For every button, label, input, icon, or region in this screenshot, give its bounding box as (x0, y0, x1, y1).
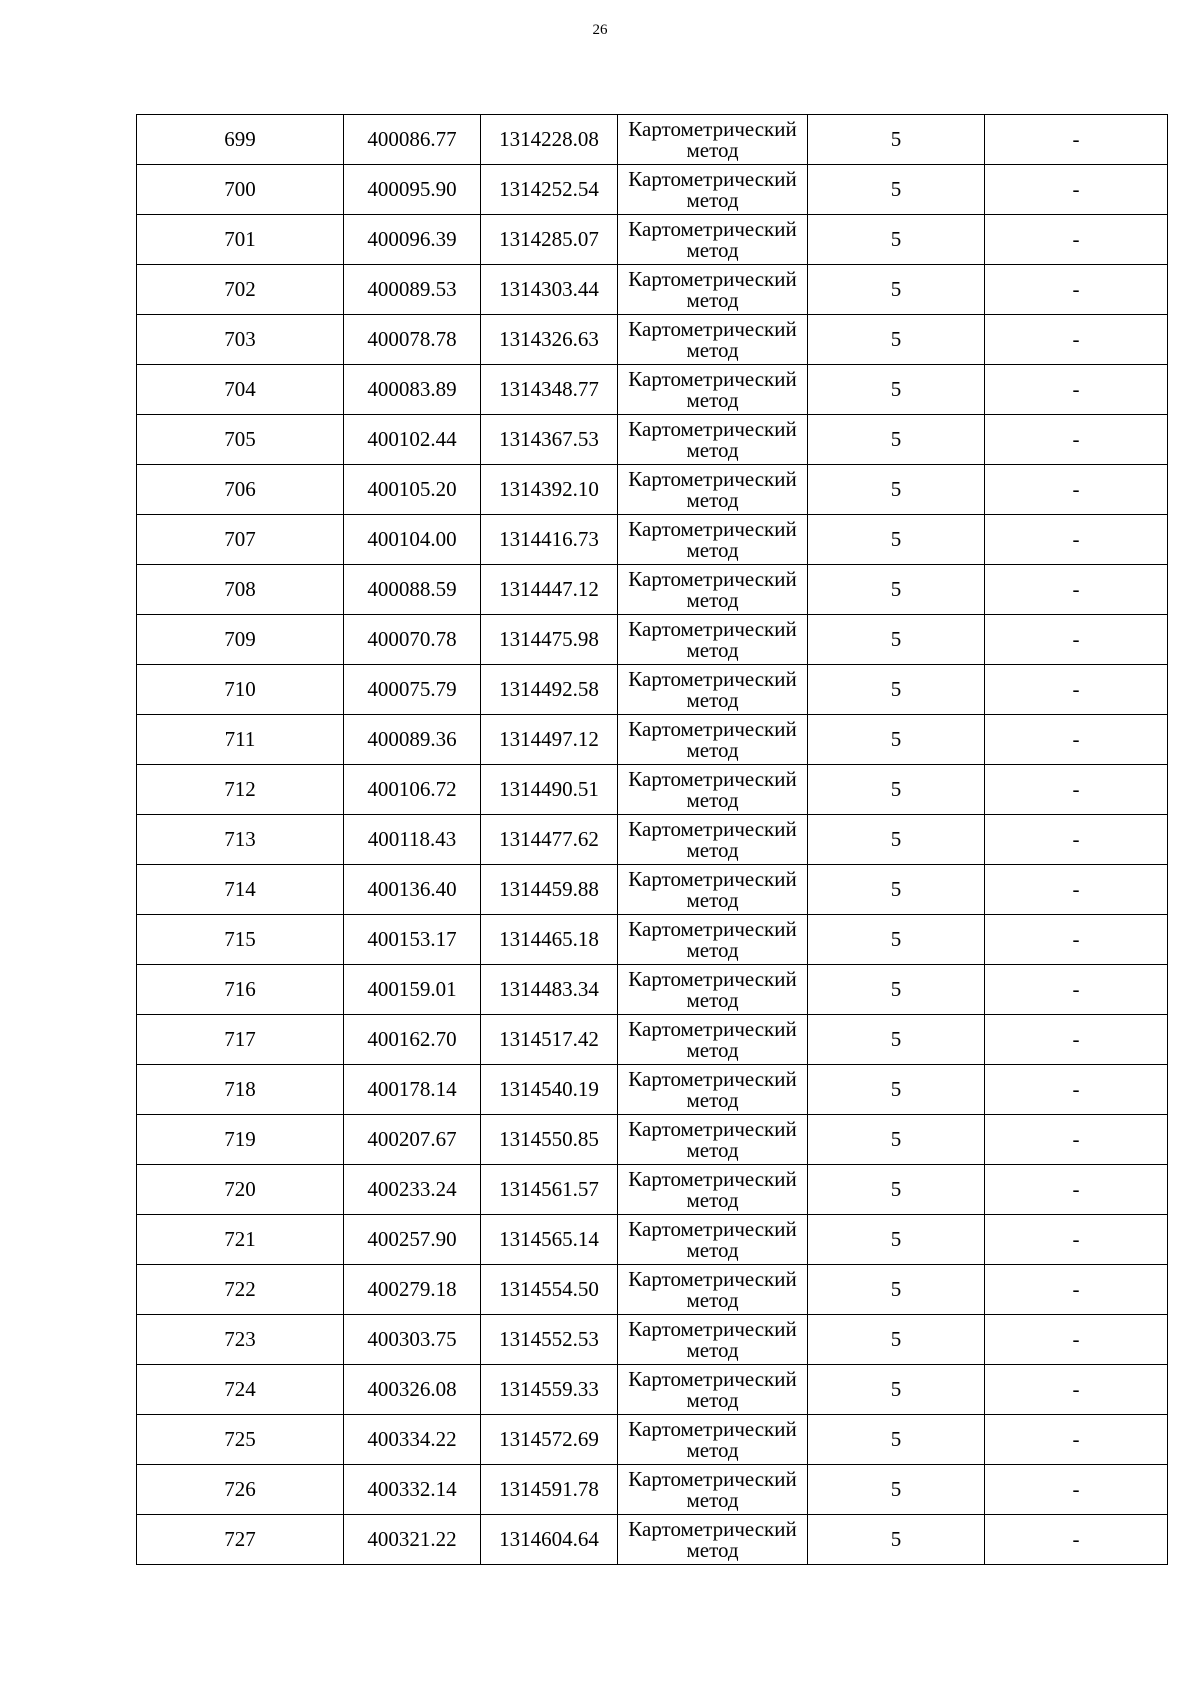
point-number-cell: 711 (137, 715, 344, 765)
note-cell: - (985, 1265, 1168, 1315)
y-coordinate-cell: 1314303.44 (481, 265, 618, 315)
point-number-cell: 710 (137, 665, 344, 715)
x-coordinate-cell: 400075.79 (344, 665, 481, 715)
method-cell (618, 265, 808, 315)
x-coordinate-cell: 400102.44 (344, 415, 481, 465)
method-cell (618, 665, 808, 715)
point-number-cell: 721 (137, 1215, 344, 1265)
point-number-cell: 714 (137, 865, 344, 915)
page-number: 26 (592, 22, 608, 38)
method-cell (618, 715, 808, 765)
method-cell (618, 1015, 808, 1065)
method-cell (618, 815, 808, 865)
note-cell: - (985, 1115, 1168, 1165)
table-row (137, 1215, 1168, 1265)
accuracy-cell: 5 (808, 665, 985, 715)
table-row (137, 1465, 1168, 1515)
note-cell: - (985, 1315, 1168, 1365)
point-number-cell: 727 (137, 1515, 344, 1565)
method-line-2: метод (686, 587, 739, 612)
method-line-2: метод (686, 287, 739, 312)
accuracy-cell: 5 (808, 1015, 985, 1065)
table-row (137, 115, 1168, 165)
note-cell: - (985, 415, 1168, 465)
y-coordinate-cell: 1314392.10 (481, 465, 618, 515)
table-row (137, 715, 1168, 765)
method-cell (618, 515, 808, 565)
method-line-2: метод (686, 1187, 739, 1212)
method-cell (618, 1365, 808, 1415)
accuracy-cell: 5 (808, 715, 985, 765)
x-coordinate-cell: 400162.70 (344, 1015, 481, 1065)
table-row (137, 1265, 1168, 1315)
method-line-1: Картометрический (628, 1266, 797, 1291)
method-cell (618, 865, 808, 915)
x-coordinate-cell: 400070.78 (344, 615, 481, 665)
note-cell: - (985, 115, 1168, 165)
point-number-cell: 713 (137, 815, 344, 865)
x-coordinate-cell: 400106.72 (344, 765, 481, 815)
accuracy-cell: 5 (808, 965, 985, 1015)
table-row (137, 265, 1168, 315)
y-coordinate-cell: 1314559.33 (481, 1365, 618, 1415)
accuracy-cell: 5 (808, 1315, 985, 1365)
method-line-1: Картометрический (628, 866, 797, 891)
y-coordinate-cell: 1314540.19 (481, 1065, 618, 1115)
table-row (137, 665, 1168, 715)
point-number-cell: 720 (137, 1165, 344, 1215)
x-coordinate-cell: 400332.14 (344, 1465, 481, 1515)
y-coordinate-cell: 1314492.58 (481, 665, 618, 715)
point-number-cell: 715 (137, 915, 344, 965)
x-coordinate-cell: 400078.78 (344, 315, 481, 365)
accuracy-cell: 5 (808, 865, 985, 915)
accuracy-cell: 5 (808, 615, 985, 665)
x-coordinate-cell: 400321.22 (344, 1515, 481, 1565)
note-cell: - (985, 1365, 1168, 1415)
accuracy-cell: 5 (808, 1065, 985, 1115)
table-row (137, 615, 1168, 665)
table-row (137, 915, 1168, 965)
method-line-1: Картометрический (628, 1416, 797, 1441)
x-coordinate-cell: 400089.36 (344, 715, 481, 765)
y-coordinate-cell: 1314285.07 (481, 215, 618, 265)
table-row (137, 1315, 1168, 1365)
method-line-1: Картометрический (628, 666, 797, 691)
point-number-cell: 704 (137, 365, 344, 415)
point-number-cell: 699 (137, 115, 344, 165)
point-number-cell: 722 (137, 1265, 344, 1315)
accuracy-cell: 5 (808, 1515, 985, 1565)
y-coordinate-cell: 1314326.63 (481, 315, 618, 365)
method-line-1: Картометрический (628, 466, 797, 491)
method-line-2: метод (686, 1487, 739, 1512)
method-line-1: Картометрический (628, 216, 797, 241)
note-cell: - (985, 565, 1168, 615)
x-coordinate-cell: 400088.59 (344, 565, 481, 615)
y-coordinate-cell: 1314483.34 (481, 965, 618, 1015)
y-coordinate-cell: 1314367.53 (481, 415, 618, 465)
x-coordinate-cell: 400279.18 (344, 1265, 481, 1315)
x-coordinate-cell: 400095.90 (344, 165, 481, 215)
note-cell: - (985, 965, 1168, 1015)
accuracy-cell: 5 (808, 265, 985, 315)
note-cell: - (985, 865, 1168, 915)
point-number-cell: 707 (137, 515, 344, 565)
point-number-cell: 718 (137, 1065, 344, 1115)
method-line-2: метод (686, 1137, 739, 1162)
method-line-1: Картометрический (628, 1216, 797, 1241)
method-line-1: Картометрический (628, 166, 797, 191)
x-coordinate-cell: 400086.77 (344, 115, 481, 165)
method-line-1: Картометрический (628, 1116, 797, 1141)
method-line-1: Картометрический (628, 966, 797, 991)
method-line-1: Картометрический (628, 1166, 797, 1191)
y-coordinate-cell: 1314475.98 (481, 615, 618, 665)
method-cell (618, 115, 808, 165)
method-line-1: Картометрический (628, 816, 797, 841)
x-coordinate-cell: 400118.43 (344, 815, 481, 865)
table-row (137, 765, 1168, 815)
method-cell (618, 965, 808, 1015)
method-cell (618, 565, 808, 615)
point-number-cell: 719 (137, 1115, 344, 1165)
method-cell (618, 1165, 808, 1215)
method-cell (618, 1115, 808, 1165)
method-line-2: метод (686, 987, 739, 1012)
note-cell: - (985, 1015, 1168, 1065)
y-coordinate-cell: 1314465.18 (481, 915, 618, 965)
method-line-1: Картометрический (628, 1066, 797, 1091)
y-coordinate-cell: 1314604.64 (481, 1515, 618, 1565)
method-line-2: метод (686, 737, 739, 762)
method-line-2: метод (686, 937, 739, 962)
x-coordinate-cell: 400334.22 (344, 1415, 481, 1465)
method-cell (618, 1215, 808, 1265)
note-cell: - (985, 1465, 1168, 1515)
note-cell: - (985, 1215, 1168, 1265)
note-cell: - (985, 165, 1168, 215)
method-line-2: метод (686, 887, 739, 912)
x-coordinate-cell: 400105.20 (344, 465, 481, 515)
method-line-1: Картометрический (628, 916, 797, 941)
point-number-cell: 717 (137, 1015, 344, 1065)
method-line-2: метод (686, 487, 739, 512)
method-line-1: Картометрический (628, 1366, 797, 1391)
method-line-2: метод (686, 1087, 739, 1112)
method-line-2: метод (686, 637, 739, 662)
method-line-2: метод (686, 337, 739, 362)
method-line-2: метод (686, 1337, 739, 1362)
point-number-cell: 712 (137, 765, 344, 815)
y-coordinate-cell: 1314447.12 (481, 565, 618, 615)
accuracy-cell: 5 (808, 365, 985, 415)
table-row (137, 1415, 1168, 1465)
note-cell: - (985, 765, 1168, 815)
y-coordinate-cell: 1314572.69 (481, 1415, 618, 1465)
method-line-1: Картометрический (628, 716, 797, 741)
point-number-cell: 705 (137, 415, 344, 465)
method-line-2: метод (686, 187, 739, 212)
point-number-cell: 724 (137, 1365, 344, 1415)
x-coordinate-cell: 400257.90 (344, 1215, 481, 1265)
method-line-2: метод (686, 387, 739, 412)
method-line-2: метод (686, 1437, 739, 1462)
method-line-1: Картометрический (628, 566, 797, 591)
method-line-1: Картометрический (628, 1316, 797, 1341)
x-coordinate-cell: 400153.17 (344, 915, 481, 965)
x-coordinate-cell: 400159.01 (344, 965, 481, 1015)
method-line-2: метод (686, 437, 739, 462)
x-coordinate-cell: 400207.67 (344, 1115, 481, 1165)
method-line-2: метод (686, 1537, 739, 1562)
accuracy-cell: 5 (808, 1215, 985, 1265)
table-row (137, 415, 1168, 465)
table-row (137, 1015, 1168, 1065)
method-line-2: метод (686, 837, 739, 862)
table-row (137, 1165, 1168, 1215)
table-row (137, 465, 1168, 515)
note-cell: - (985, 1165, 1168, 1215)
method-cell (618, 915, 808, 965)
note-cell: - (985, 365, 1168, 415)
table-row (137, 965, 1168, 1015)
table-row (137, 865, 1168, 915)
table-row (137, 365, 1168, 415)
accuracy-cell: 5 (808, 1165, 985, 1215)
method-cell (618, 465, 808, 515)
method-cell (618, 215, 808, 265)
accuracy-cell: 5 (808, 1415, 985, 1465)
note-cell: - (985, 615, 1168, 665)
method-cell (618, 365, 808, 415)
note-cell: - (985, 915, 1168, 965)
x-coordinate-cell: 400089.53 (344, 265, 481, 315)
method-cell (618, 1515, 808, 1565)
table-row (137, 1065, 1168, 1115)
y-coordinate-cell: 1314477.62 (481, 815, 618, 865)
point-number-cell: 702 (137, 265, 344, 315)
table-row (137, 515, 1168, 565)
method-line-1: Картометрический (628, 266, 797, 291)
method-line-2: метод (686, 1037, 739, 1062)
method-line-2: метод (686, 1237, 739, 1262)
method-line-1: Картометрический (628, 316, 797, 341)
y-coordinate-cell: 1314554.50 (481, 1265, 618, 1315)
point-number-cell: 725 (137, 1415, 344, 1465)
method-line-1: Картометрический (628, 1466, 797, 1491)
method-line-2: метод (686, 537, 739, 562)
point-number-cell: 709 (137, 615, 344, 665)
y-coordinate-cell: 1314550.85 (481, 1115, 618, 1165)
accuracy-cell: 5 (808, 115, 985, 165)
note-cell: - (985, 465, 1168, 515)
x-coordinate-cell: 400083.89 (344, 365, 481, 415)
table-row (137, 565, 1168, 615)
accuracy-cell: 5 (808, 315, 985, 365)
y-coordinate-cell: 1314565.14 (481, 1215, 618, 1265)
coordinates-table (136, 114, 1168, 1565)
note-cell: - (985, 315, 1168, 365)
accuracy-cell: 5 (808, 215, 985, 265)
method-line-1: Картометрический (628, 616, 797, 641)
accuracy-cell: 5 (808, 515, 985, 565)
method-line-1: Картометрический (628, 1516, 797, 1541)
method-cell (618, 315, 808, 365)
method-line-2: метод (686, 1287, 739, 1312)
note-cell: - (985, 665, 1168, 715)
accuracy-cell: 5 (808, 1365, 985, 1415)
accuracy-cell: 5 (808, 765, 985, 815)
method-cell (618, 415, 808, 465)
table-row (137, 165, 1168, 215)
y-coordinate-cell: 1314348.77 (481, 365, 618, 415)
method-cell (618, 765, 808, 815)
accuracy-cell: 5 (808, 1465, 985, 1515)
table-row (137, 815, 1168, 865)
y-coordinate-cell: 1314252.54 (481, 165, 618, 215)
x-coordinate-cell: 400303.75 (344, 1315, 481, 1365)
method-cell (618, 1415, 808, 1465)
method-cell (618, 1265, 808, 1315)
point-number-cell: 706 (137, 465, 344, 515)
note-cell: - (985, 715, 1168, 765)
y-coordinate-cell: 1314591.78 (481, 1465, 618, 1515)
point-number-cell: 700 (137, 165, 344, 215)
x-coordinate-cell: 400104.00 (344, 515, 481, 565)
y-coordinate-cell: 1314497.12 (481, 715, 618, 765)
coordinates-table-body (137, 115, 1168, 1565)
point-number-cell: 701 (137, 215, 344, 265)
x-coordinate-cell: 400233.24 (344, 1165, 481, 1215)
method-line-2: метод (686, 137, 739, 162)
table-row (137, 215, 1168, 265)
point-number-cell: 726 (137, 1465, 344, 1515)
note-cell: - (985, 215, 1168, 265)
accuracy-cell: 5 (808, 565, 985, 615)
point-number-cell: 703 (137, 315, 344, 365)
point-number-cell: 716 (137, 965, 344, 1015)
method-line-1: Картометрический (628, 366, 797, 391)
method-cell (618, 1065, 808, 1115)
y-coordinate-cell: 1314552.53 (481, 1315, 618, 1365)
note-cell: - (985, 265, 1168, 315)
method-line-1: Картометрический (628, 116, 797, 141)
x-coordinate-cell: 400136.40 (344, 865, 481, 915)
x-coordinate-cell: 400096.39 (344, 215, 481, 265)
accuracy-cell: 5 (808, 165, 985, 215)
y-coordinate-cell: 1314416.73 (481, 515, 618, 565)
note-cell: - (985, 1065, 1168, 1115)
method-cell (618, 615, 808, 665)
method-line-1: Картометрический (628, 416, 797, 441)
accuracy-cell: 5 (808, 415, 985, 465)
method-line-2: метод (686, 687, 739, 712)
table-row (137, 1365, 1168, 1415)
x-coordinate-cell: 400326.08 (344, 1365, 481, 1415)
note-cell: - (985, 815, 1168, 865)
accuracy-cell: 5 (808, 465, 985, 515)
note-cell: - (985, 1415, 1168, 1465)
note-cell: - (985, 1515, 1168, 1565)
method-line-2: метод (686, 1387, 739, 1412)
method-line-2: метод (686, 237, 739, 262)
method-cell (618, 1315, 808, 1365)
y-coordinate-cell: 1314459.88 (481, 865, 618, 915)
method-cell (618, 1465, 808, 1515)
method-line-1: Картометрический (628, 766, 797, 791)
accuracy-cell: 5 (808, 1265, 985, 1315)
y-coordinate-cell: 1314517.42 (481, 1015, 618, 1065)
accuracy-cell: 5 (808, 815, 985, 865)
accuracy-cell: 5 (808, 1115, 985, 1165)
table-row (137, 1515, 1168, 1565)
table-row (137, 1115, 1168, 1165)
point-number-cell: 723 (137, 1315, 344, 1365)
x-coordinate-cell: 400178.14 (344, 1065, 481, 1115)
accuracy-cell: 5 (808, 915, 985, 965)
point-number-cell: 708 (137, 565, 344, 615)
table-row (137, 315, 1168, 365)
y-coordinate-cell: 1314228.08 (481, 115, 618, 165)
method-line-1: Картометрический (628, 1016, 797, 1041)
y-coordinate-cell: 1314490.51 (481, 765, 618, 815)
method-line-1: Картометрический (628, 516, 797, 541)
method-line-2: метод (686, 787, 739, 812)
method-cell (618, 165, 808, 215)
y-coordinate-cell: 1314561.57 (481, 1165, 618, 1215)
note-cell: - (985, 515, 1168, 565)
